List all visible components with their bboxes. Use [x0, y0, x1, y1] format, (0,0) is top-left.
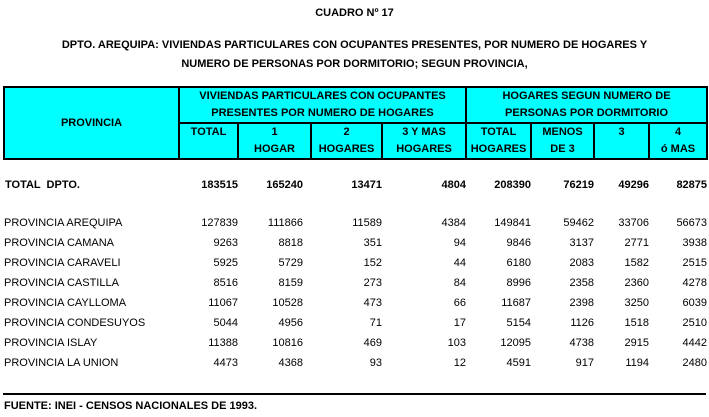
- cell-3: 49296: [618, 179, 650, 191]
- cell-4-o-mas: 2515: [682, 257, 708, 269]
- cell-3: 3250: [624, 297, 650, 309]
- cell-3: 2360: [624, 277, 650, 289]
- row-label: PROVINCIA AREQUIPA: [4, 217, 123, 229]
- cell-menos-de-3: 3137: [569, 237, 595, 249]
- cell-3-y-mas: 103: [447, 337, 467, 349]
- cell-total-hogares: 11687: [501, 297, 532, 309]
- cell-4-o-mas: 3938: [682, 237, 708, 249]
- cell-1-hogar: 10528: [272, 297, 303, 309]
- cell-total-hogares: 12095: [500, 337, 532, 349]
- cell-3: 1518: [624, 317, 650, 329]
- cell-3-y-mas: 44: [453, 257, 467, 269]
- row-provincia-castilla: [4, 273, 707, 293]
- cell-2-hogares: 13471: [351, 179, 382, 191]
- cell-3: 1582: [624, 257, 650, 269]
- cell-menos-de-3: 59462: [563, 217, 595, 229]
- row-label: TOTAL DPTO.: [5, 179, 80, 191]
- cell-2-hogares: 11589: [352, 217, 382, 229]
- row-provincia-camana: [4, 233, 707, 253]
- table-subtitle: [0, 36, 709, 74]
- header-total: TOTAL: [179, 123, 238, 159]
- cell-total: 4473: [213, 357, 238, 369]
- cell-3-y-mas: 12: [453, 357, 467, 369]
- row-label: PROVINCIA ISLAY: [4, 337, 98, 349]
- cell-2-hogares: 473: [363, 297, 382, 309]
- source-note: FUENTE: INEI - CENSOS NACIONALES DE 1993.: [4, 400, 258, 412]
- spacer-row: [4, 159, 707, 175]
- cell-total-hogares: 4591: [506, 357, 532, 369]
- cell-4-o-mas: 6039: [682, 297, 708, 309]
- row-label: PROVINCIA CAMANA: [4, 237, 115, 249]
- row-label: PROVINCIA CAYLLOMA: [4, 297, 127, 309]
- cell-3: 33706: [618, 217, 650, 229]
- table-body: [4, 159, 707, 373]
- header-3: 3: [594, 123, 649, 159]
- cell-total-hogares: 149841: [494, 217, 532, 229]
- cell-1-hogar: 165240: [266, 179, 303, 191]
- subtitle-line-2: NUMERO DE PERSONAS POR DORMITORIO; SEGUN PROVINCIA,: [181, 58, 528, 70]
- cell-3-y-mas: 4384: [441, 217, 467, 229]
- header-2-hogares: 2 HOGARES: [311, 123, 382, 159]
- cell-1-hogar: 4956: [278, 317, 303, 329]
- cell-2-hogares: 273: [363, 277, 382, 289]
- cell-total: 5044: [213, 317, 238, 329]
- cell-2-hogares: 152: [363, 257, 382, 269]
- cell-3-y-mas: 84: [453, 277, 467, 289]
- header-1-hogar: 1 HOGAR: [238, 123, 311, 159]
- header-total-hogares: TOTAL HOGARES: [466, 123, 531, 159]
- row-label: PROVINCIA LA UNION: [4, 357, 119, 369]
- cell-2-hogares: 93: [369, 357, 382, 369]
- cell-2-hogares: 351: [363, 237, 382, 249]
- spacer-row: [4, 195, 707, 213]
- row-provincia-la-union: [4, 353, 707, 373]
- cell-menos-de-3: 2398: [569, 297, 595, 309]
- row-label: PROVINCIA CASTILLA: [4, 277, 119, 289]
- cell-total: 11067: [208, 297, 238, 309]
- header-3-y-mas-hogares: 3 Y MAS HOGARES: [382, 123, 466, 159]
- cell-4-o-mas: 56673: [676, 217, 708, 229]
- subtitle-line-1: DPTO. AREQUIPA: VIVIENDAS PARTICULARES CON OCUPANTES PRESENTES, POR NUMERO DE HOGARES Y: [61, 39, 648, 51]
- cell-total-hogares: 208390: [494, 179, 532, 191]
- header-group-hogares: HOGARES SEGUN NUMERO DE PERSONAS POR DORMITORIO: [466, 87, 707, 123]
- cell-menos-de-3: 2358: [569, 277, 595, 289]
- cell-total: 8516: [213, 277, 238, 289]
- row-label: PROVINCIA CARAVELI: [4, 257, 121, 269]
- row-provincia-condesuyos: [4, 313, 707, 333]
- cell-total-hogares: 9846: [506, 237, 532, 249]
- header-4-o-mas: 4 ó MAS: [649, 123, 707, 159]
- cell-3-y-mas: 66: [453, 297, 467, 309]
- cell-menos-de-3: 1126: [570, 317, 595, 329]
- header-group-viviendas: VIVIENDAS PARTICULARES CON OCUPANTES PRESENTES POR NUMERO DE HOGARES: [179, 87, 466, 123]
- header-group-row: [4, 87, 707, 123]
- row-provincia-caraveli: [4, 253, 707, 273]
- cell-total: 9263: [213, 237, 238, 249]
- footer-divider: [3, 393, 706, 412]
- cell-2-hogares: 469: [363, 337, 382, 349]
- cell-4-o-mas: 4442: [682, 337, 708, 349]
- cell-total: 183515: [201, 179, 238, 191]
- cell-total: 11388: [208, 337, 238, 349]
- cell-menos-de-3: 76219: [563, 179, 595, 191]
- cell-1-hogar: 10816: [272, 337, 303, 349]
- row-provincia-arequipa: [4, 213, 707, 233]
- data-table: [3, 86, 708, 373]
- cell-1-hogar: 5729: [278, 257, 303, 269]
- cell-1-hogar: 4368: [278, 357, 303, 369]
- row-provincia-caylloma: [4, 293, 707, 313]
- cell-1-hogar: 111866: [267, 217, 303, 229]
- cell-total: 5925: [213, 257, 238, 269]
- cell-total-hogares: 8996: [506, 277, 532, 289]
- cell-4-o-mas: 2480: [682, 357, 708, 369]
- cell-4-o-mas: 82875: [676, 179, 708, 191]
- cell-1-hogar: 8159: [278, 277, 303, 289]
- header-menos-de-3: MENOS DE 3: [531, 123, 594, 159]
- cell-menos-de-3: 917: [575, 357, 595, 369]
- cell-4-o-mas: 2510: [682, 317, 708, 329]
- header-provincia: PROVINCIA: [4, 87, 179, 159]
- cell-4-o-mas: 4278: [682, 277, 708, 289]
- cell-3: 1194: [625, 357, 650, 369]
- cell-3-y-mas: 4804: [441, 179, 467, 191]
- cell-total-hogares: 5154: [506, 317, 532, 329]
- cell-3-y-mas: 94: [453, 237, 467, 249]
- row-total-dpto: [4, 175, 707, 195]
- row-provincia-islay: [4, 333, 707, 353]
- cell-menos-de-3: 2083: [569, 257, 595, 269]
- table-title: CUADRO Nº 17: [315, 7, 394, 19]
- cell-menos-de-3: 4738: [569, 337, 595, 349]
- cell-3: 2915: [624, 337, 650, 349]
- row-label: PROVINCIA CONDESUYOS: [4, 317, 146, 329]
- cell-3-y-mas: 17: [453, 317, 467, 329]
- table-header: [4, 87, 707, 159]
- cell-2-hogares: 71: [369, 317, 382, 329]
- cell-1-hogar: 8818: [278, 237, 303, 249]
- cell-total-hogares: 6180: [506, 257, 532, 269]
- cell-3: 2771: [624, 237, 650, 249]
- cell-total: 127839: [201, 217, 238, 229]
